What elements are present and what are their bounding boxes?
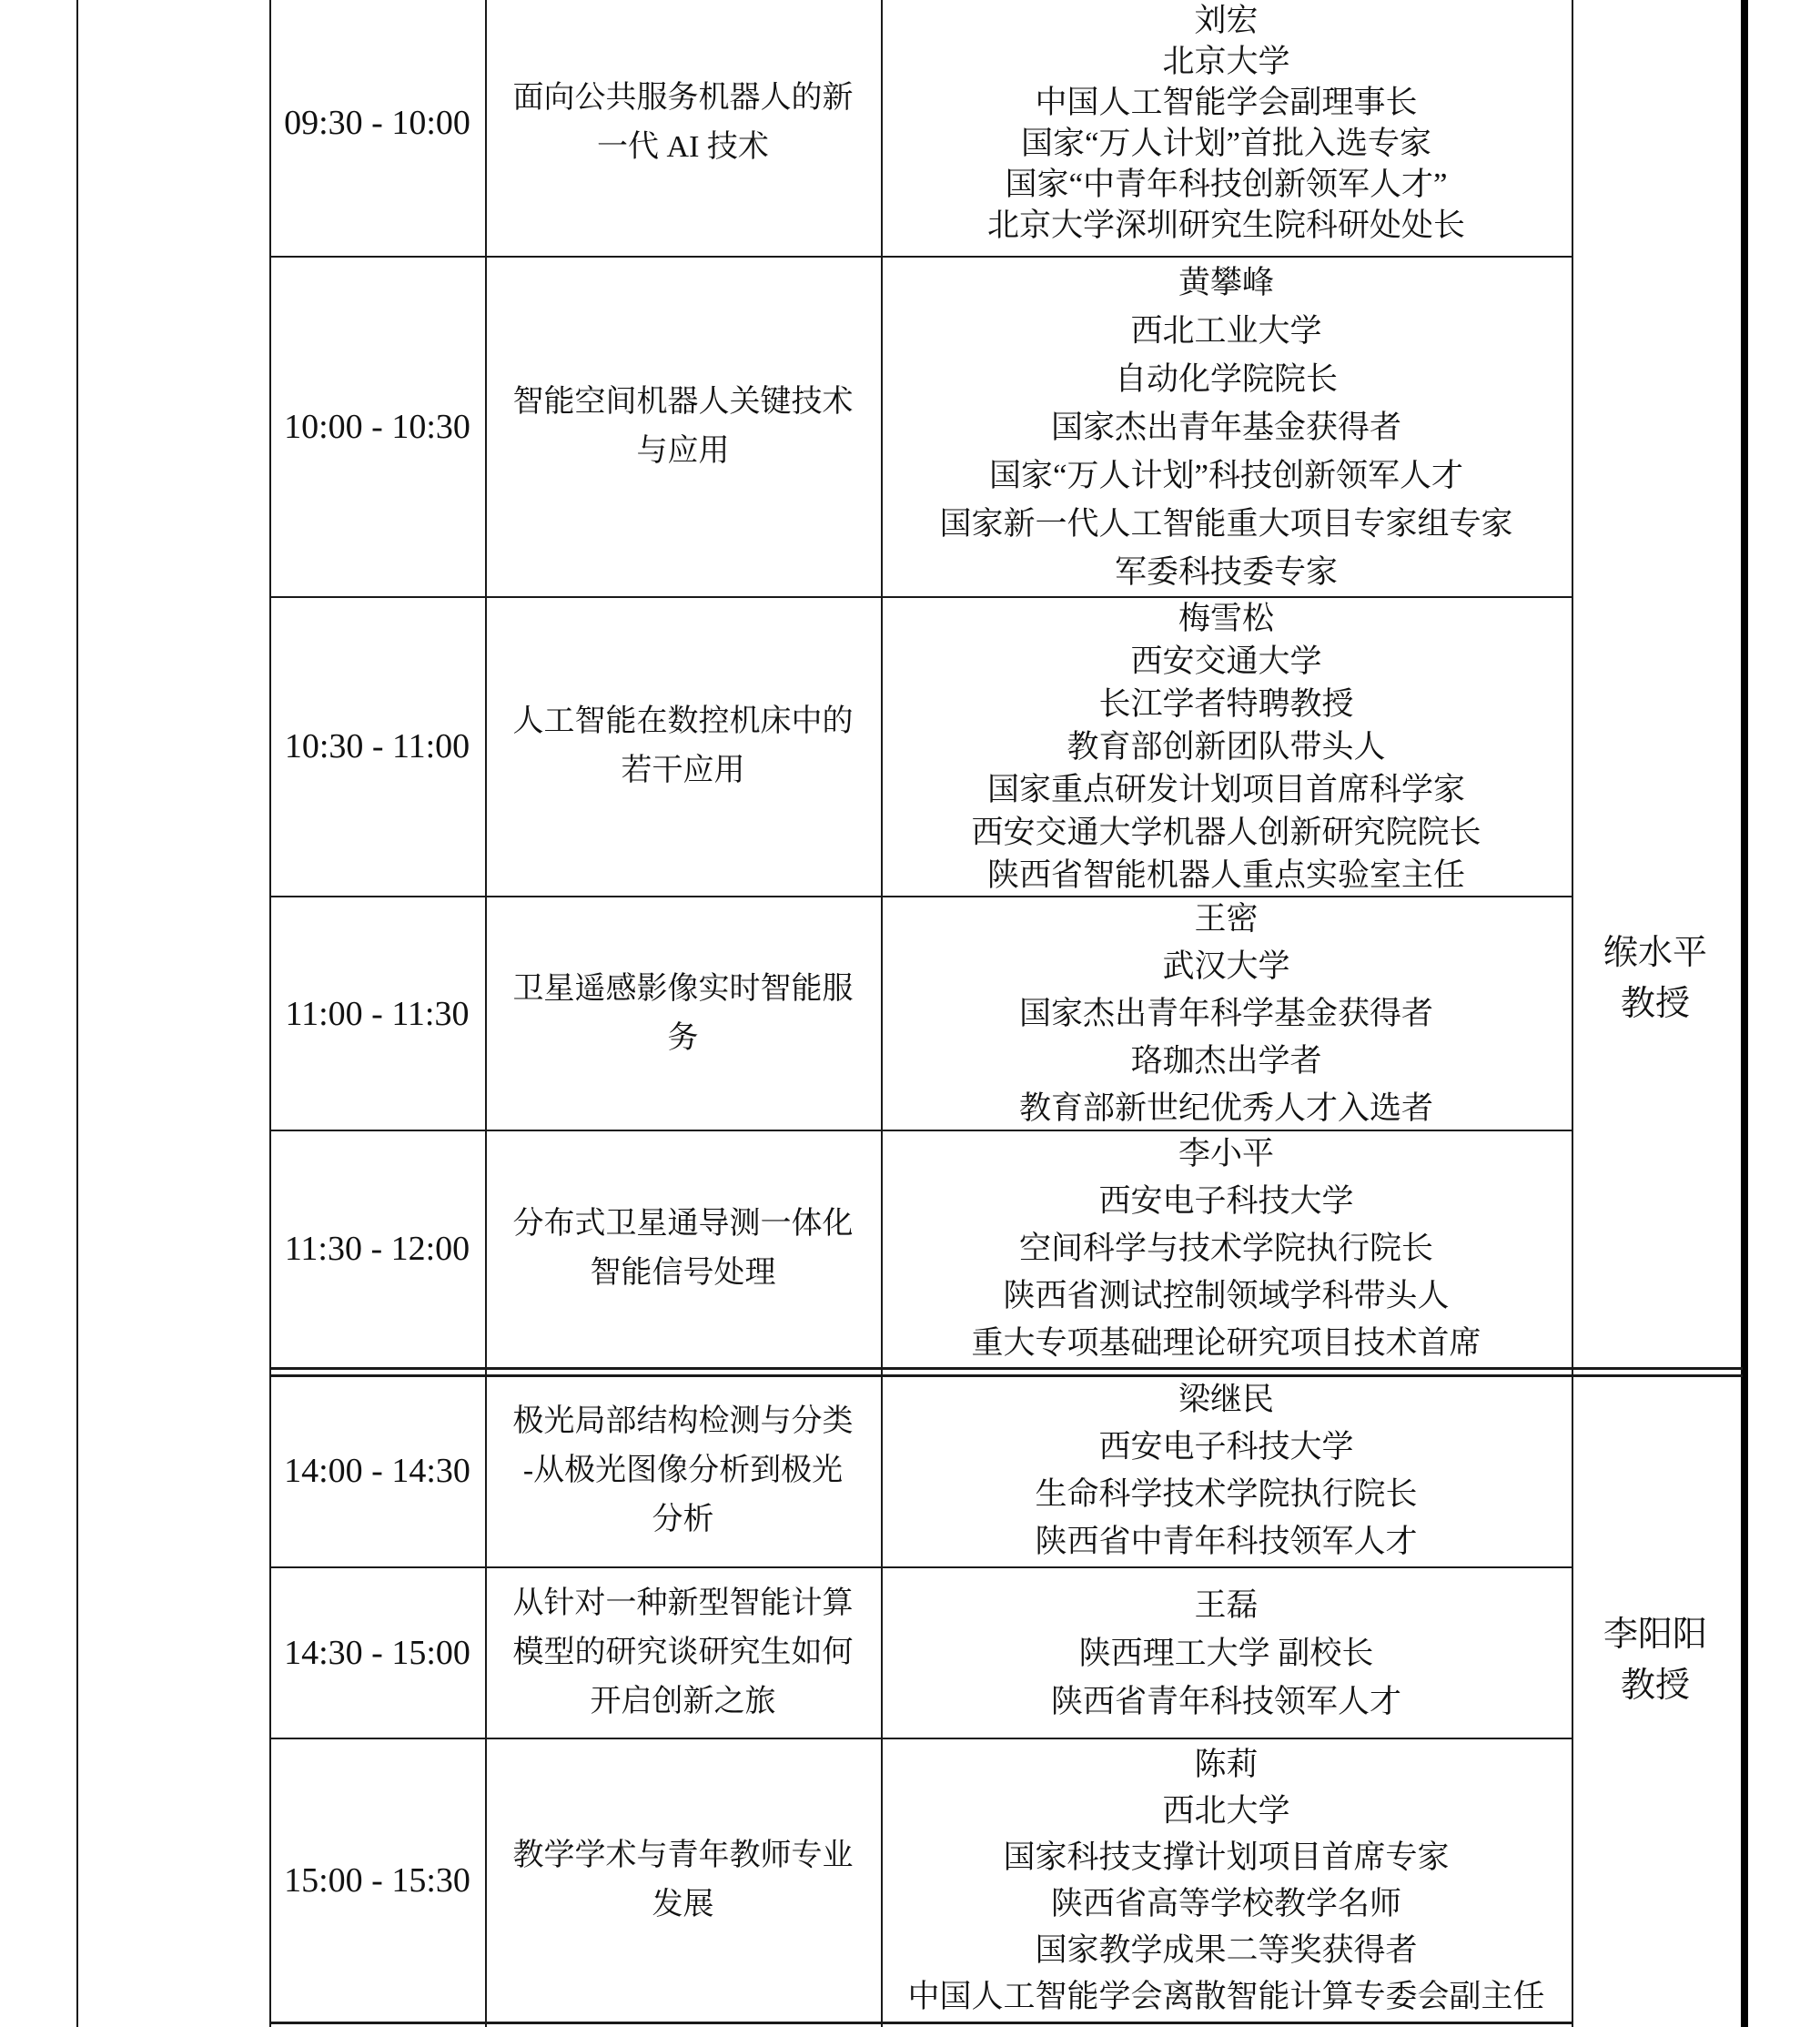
grid-hline-bottom-border — [269, 2022, 1573, 2024]
speaker-cell-row8 — [885, 1740, 1568, 2021]
text-line: 教授 — [1620, 985, 1690, 1023]
text-line: -从极光图像分析到极光 — [522, 1454, 844, 1487]
time-cell-1000-1030: 10:00 - 10:30 — [284, 408, 470, 446]
speaker-cell-row4 — [885, 898, 1568, 1129]
talk-title-cell-row1 — [489, 0, 877, 256]
grid-vline-left-column — [76, 0, 78, 2027]
session-chair-cell-afternoon — [1573, 1376, 1737, 1944]
text-line: 军委科技委专家 — [1114, 553, 1338, 590]
speaker-cell-row5 — [885, 1132, 1568, 1365]
text-line: 一代 AI 技术 — [597, 129, 769, 164]
text-line: 极光局部结构检测与分类 — [512, 1404, 854, 1438]
text-line: 重大专项基础理论研究项目技术首席 — [971, 1325, 1481, 1361]
speaker-cell-row1 — [885, 0, 1568, 256]
text-line: 教育部创新团队带头人 — [1067, 728, 1386, 765]
text-line: 分析 — [652, 1503, 714, 1536]
time-cell-1400-1430: 14:00 - 14:30 — [284, 1452, 470, 1490]
text-line: 国家“中青年科技创新领军人才” — [1005, 166, 1448, 202]
text-line: 长江学者特聘教授 — [1098, 685, 1354, 722]
time-cell-1500-1530: 15:00 - 15:30 — [284, 1861, 470, 1900]
text-line: 国家教学成果二等奖获得者 — [1035, 1932, 1418, 1968]
talk-title-cell-row2 — [489, 259, 877, 594]
text-line: 国家杰出青年基金获得者 — [1050, 409, 1401, 445]
text-line: 北京大学深圳研究生院科研处处长 — [986, 207, 1465, 243]
text-line: 西安交通大学 — [1130, 643, 1322, 679]
text-line: 李阳阳 — [1603, 1616, 1707, 1654]
text-line: 教学学术与青年教师专业 — [512, 1839, 854, 1872]
talk-title-cell-row6 — [489, 1376, 877, 1566]
time-cell-1100-1130: 11:00 - 11:30 — [285, 994, 470, 1033]
text-line: 陕西省高等学校教学名师 — [1050, 1886, 1401, 1921]
text-line: 梁继民 — [1178, 1382, 1274, 1417]
text-line: 中国人工智能学会副理事长 — [1035, 84, 1418, 120]
talk-title-cell-row7 — [489, 1569, 877, 1737]
text-line: 黄攀峰 — [1178, 264, 1274, 300]
text-line: 分布式卫星通导测一体化 — [512, 1207, 854, 1241]
text-line: 发展 — [652, 1888, 714, 1921]
time-cell-1130-1200: 11:30 - 12:00 — [284, 1230, 470, 1268]
grid-vline-time-title — [485, 0, 487, 2027]
talk-title-cell-row3 — [489, 598, 877, 895]
text-line: 智能空间机器人关键技术 — [512, 385, 854, 419]
talk-title-cell-row5 — [489, 1132, 877, 1365]
text-line: 梅雪松 — [1178, 600, 1274, 636]
text-line: 西安电子科技大学 — [1098, 1183, 1354, 1219]
text-line: 西北大学 — [1162, 1793, 1290, 1829]
speaker-cell-row3 — [885, 598, 1568, 895]
text-line: 生命科学技术学院执行院长 — [1035, 1476, 1418, 1512]
time-cell-0930-1000: 09:30 - 10:00 — [284, 103, 470, 142]
text-line: 李小平 — [1178, 1136, 1274, 1171]
text-line: 陕西理工大学 副校长 — [1078, 1635, 1374, 1671]
text-line: 模型的研究谈研究生如何 — [512, 1636, 854, 1669]
text-line: 国家杰出青年科学基金获得者 — [1018, 995, 1433, 1031]
text-line: 国家“万人计划”首批入选专家 — [1020, 125, 1432, 161]
text-line: 自动化学院院长 — [1114, 360, 1338, 397]
text-line: 武汉大学 — [1162, 948, 1290, 984]
text-line: 开启创新之旅 — [590, 1685, 776, 1718]
text-line: 国家重点研发计划项目首席科学家 — [986, 771, 1465, 807]
text-line: 北京大学 — [1162, 43, 1290, 79]
text-line: 珞珈杰出学者 — [1130, 1042, 1322, 1079]
grid-hline-row1-row2 — [269, 256, 1573, 258]
talk-title-cell-row4 — [489, 898, 877, 1129]
talk-title-cell-row8 — [489, 1740, 877, 2021]
text-line: 缑水平 — [1603, 934, 1707, 972]
text-line: 卫星遥感影像实时智能服 — [512, 971, 854, 1006]
text-line: 中国人工智能学会离散智能计算专委会副主任 — [907, 1979, 1545, 2014]
speaker-cell-row2 — [885, 259, 1568, 594]
text-line: 西安交通大学机器人创新研究院院长 — [971, 814, 1481, 850]
text-line: 陕西省青年科技领军人才 — [1050, 1683, 1401, 1719]
grid-vline-title-speaker — [881, 0, 883, 2027]
text-line: 智能信号处理 — [590, 1256, 776, 1290]
text-line: 陕西省中青年科技领军人才 — [1035, 1524, 1418, 1559]
text-line: 西北工业大学 — [1130, 312, 1322, 349]
text-line: 空间科学与技术学院执行院长 — [1018, 1231, 1433, 1266]
text-line: 从针对一种新型智能计算 — [512, 1586, 854, 1620]
text-line: 刘宏 — [1194, 2, 1259, 38]
grid-hline-row7-row8 — [269, 1738, 1573, 1739]
text-line: 务 — [667, 1020, 699, 1055]
text-line: 西安电子科技大学 — [1098, 1429, 1354, 1465]
grid-vline-right-border — [1741, 0, 1748, 2027]
grid-hline-row6-row7 — [269, 1566, 1573, 1568]
text-line: 若干应用 — [621, 754, 745, 787]
text-line: 王密 — [1194, 900, 1259, 937]
text-line: 国家新一代人工智能重大项目专家组专家 — [939, 505, 1513, 542]
time-cell-1430-1500: 14:30 - 15:00 — [284, 1634, 470, 1672]
time-cell-1030-1100: 10:30 - 11:00 — [284, 727, 470, 765]
text-line: 人工智能在数控机床中的 — [512, 704, 854, 738]
text-line: 陈莉 — [1194, 1747, 1259, 1782]
text-line: 王磊 — [1194, 1586, 1259, 1623]
text-line: 陕西省智能机器人重点实验室主任 — [986, 856, 1465, 893]
grid-hline-session-divider-top — [269, 1367, 1743, 1370]
session-chair-cell-morning — [1573, 592, 1737, 1365]
text-line: 教育部新世纪优秀人才入选者 — [1018, 1090, 1433, 1126]
speaker-cell-row6 — [885, 1376, 1568, 1566]
text-line: 与应用 — [636, 434, 730, 468]
text-line: 教授 — [1620, 1667, 1690, 1705]
speaker-cell-row7 — [885, 1569, 1568, 1737]
text-line: 国家科技支撑计划项目首席专家 — [1003, 1840, 1450, 1875]
text-line: 国家“万人计划”科技创新领军人才 — [988, 457, 1464, 493]
text-line: 面向公共服务机器人的新 — [512, 80, 854, 115]
text-line: 陕西省测试控制领域学科带头人 — [1003, 1278, 1450, 1313]
